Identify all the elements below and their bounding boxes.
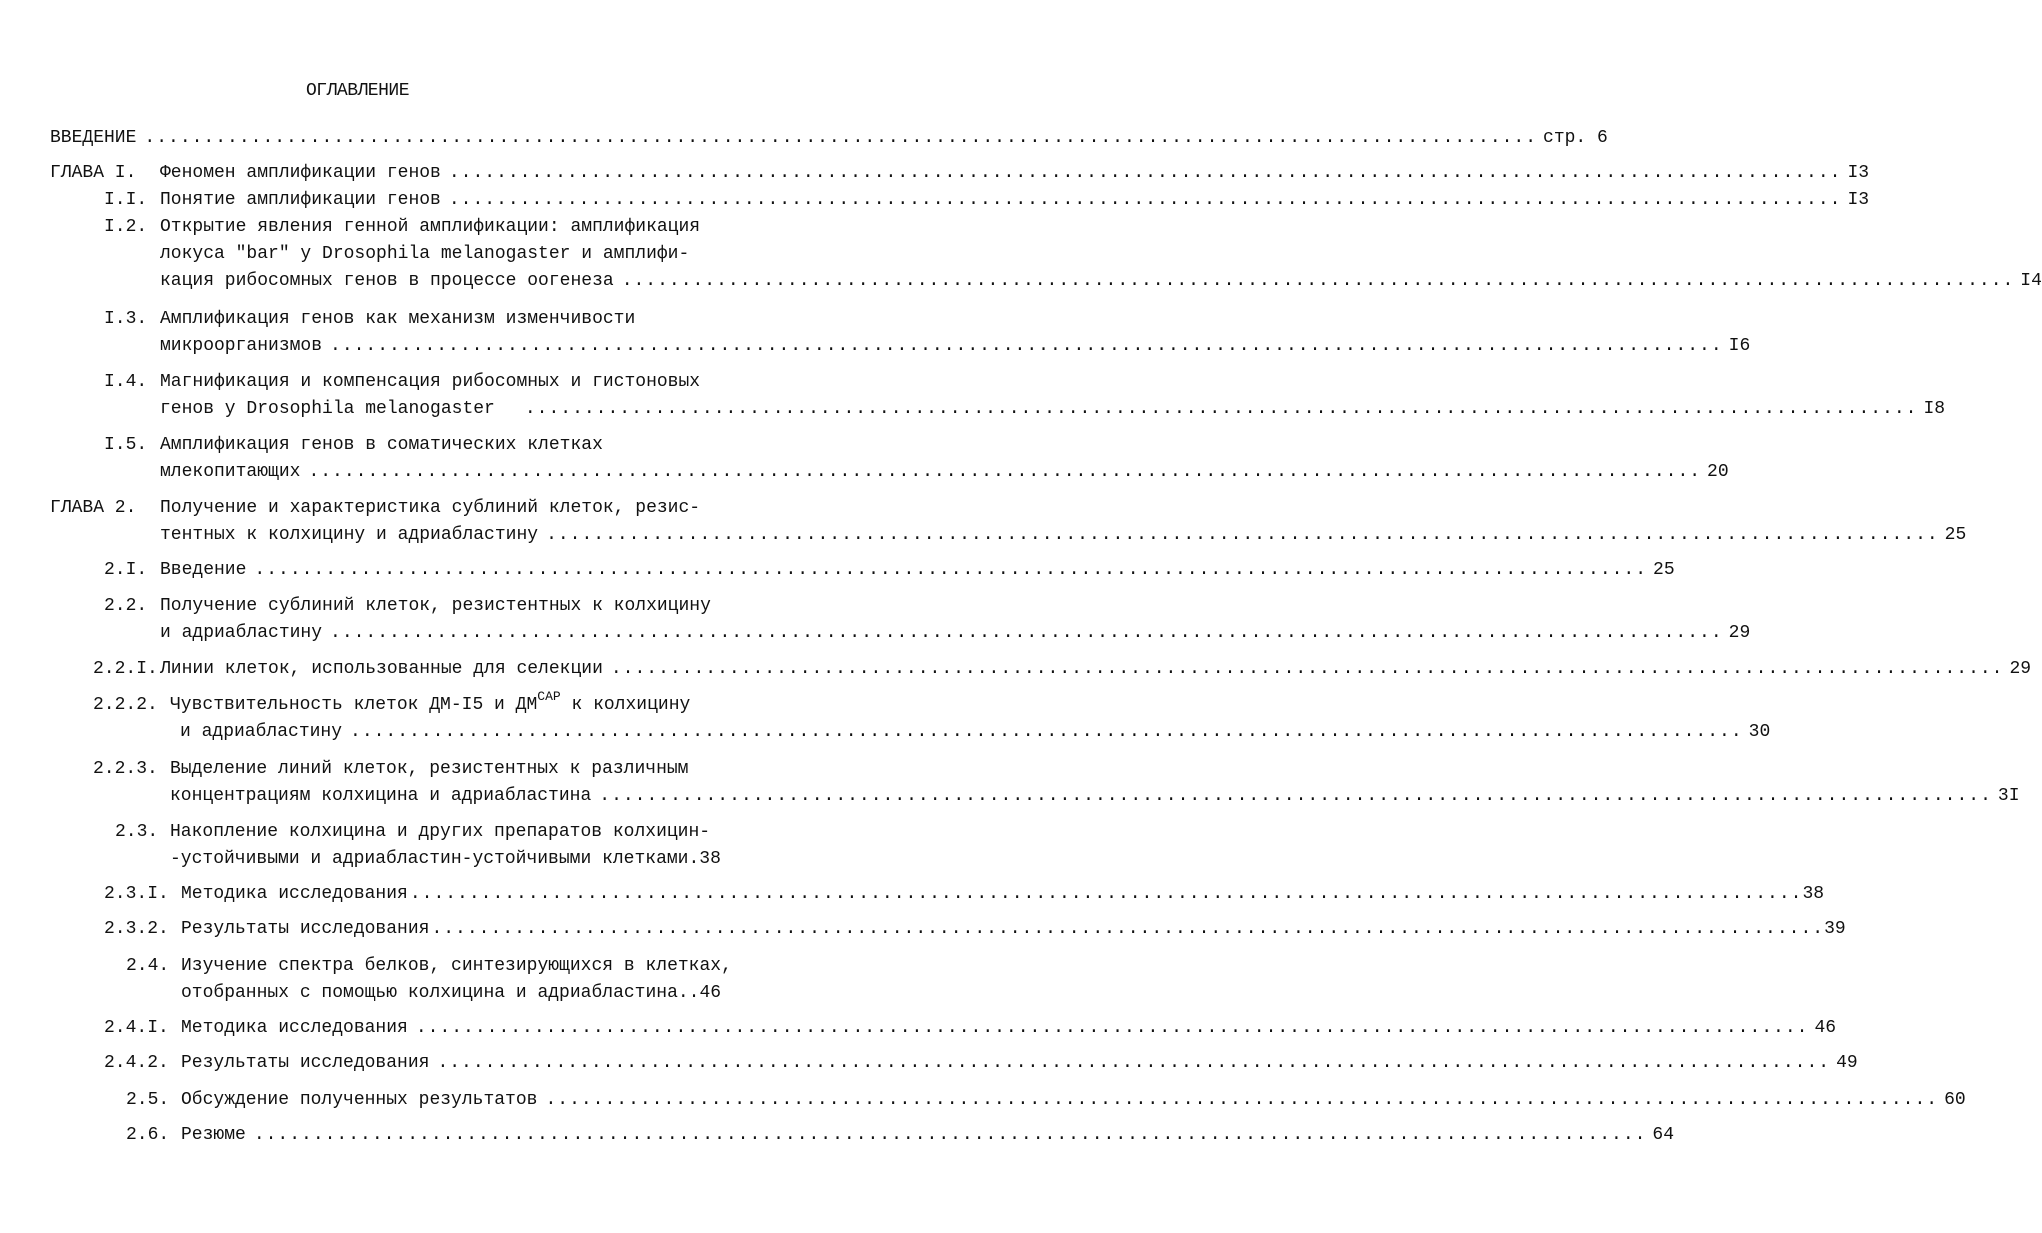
section-number: 2.5. xyxy=(126,1090,170,1110)
page-number: 25 xyxy=(1653,560,1675,580)
entry-line: Выделение линий клеток, резистентных к различным xyxy=(170,759,689,779)
toc-entry-1-5 xyxy=(160,432,1729,486)
section-number: 2.I. xyxy=(104,560,148,580)
toc-entry-1-1 xyxy=(160,187,1870,214)
entry-text: Результаты исследования xyxy=(181,1053,430,1073)
entry-text: Линии клеток, использованные для селекции xyxy=(160,659,603,679)
page-number: 38 xyxy=(1802,884,1825,904)
section-number: 2.3.2. xyxy=(104,919,169,939)
page-number: 20 xyxy=(1707,462,1729,482)
entry-line: концентрациям колхицина и адриабластина xyxy=(170,786,592,806)
dot-leader: ...................................................................................................................... xyxy=(253,1125,1647,1145)
entry-text: Введение xyxy=(160,560,247,580)
chapter-number: ГЛАВА 2. xyxy=(50,498,137,518)
toc-entry-2-5 xyxy=(181,1087,1966,1114)
section-number: 2.2.I. xyxy=(93,659,158,679)
entry-line: и адриабластину xyxy=(180,722,343,742)
dot-leader: ...................................................................................................................... xyxy=(330,623,1723,643)
entry-text: Феномен амплификации генов xyxy=(160,163,441,183)
page-number: 29 xyxy=(1728,623,1751,643)
dot-leader: ...................................................................................................................... xyxy=(415,1018,1809,1038)
page-number: 30 xyxy=(1748,722,1771,742)
toc-entry-2-6 xyxy=(181,1122,1675,1149)
entry-line: локуса "bar" у Drosophila melanogaster и амплифи- xyxy=(160,244,690,264)
section-number: 2.2.2. xyxy=(93,695,158,715)
page-number: стр. 6 xyxy=(1543,128,1608,148)
section-number: 2.2. xyxy=(104,596,148,616)
entry-line: Магнификация и компенсация рибосомных и гистоновых xyxy=(160,372,701,392)
entry-line: млекопитающих xyxy=(160,462,301,482)
section-number: 2.4.2. xyxy=(104,1053,169,1073)
section-number: I.I. xyxy=(104,190,148,210)
page-number: 60 xyxy=(1944,1090,1966,1110)
section-number: 2.4. xyxy=(126,956,170,976)
page-title: ОГЛАВЛЕНИЕ xyxy=(305,81,410,101)
toc-entry-2-4 xyxy=(181,953,745,1007)
toc-entry-2-3-1 xyxy=(181,881,1825,908)
dot-leader: ...................................................................................................................... xyxy=(254,560,1648,580)
dot-leader: ...................................................................................................................... xyxy=(599,786,1992,806)
toc-entry-2-2-1 xyxy=(160,656,2032,683)
page-number: 3I xyxy=(1997,786,2020,806)
entry-line: и адриабластину xyxy=(160,623,323,643)
dot-leader: ...................................................................................................................... xyxy=(524,399,1918,419)
entry-line: Получение и характеристика сублиний клеток, резис- xyxy=(160,498,701,518)
entry-line: Амплификация генов в соматических клетках xyxy=(160,435,603,455)
entry-line: Изучение спектра белков, синтезирующихся в клетках, xyxy=(181,956,732,976)
toc-entry-chapter-2 xyxy=(160,495,1967,549)
section-number: 2.3.I. xyxy=(104,884,169,904)
dot-leader: ...................................................................................................................... xyxy=(409,884,1803,904)
page-number: I4 xyxy=(2020,271,2042,291)
entry-line-part: к колхицину xyxy=(560,695,691,715)
dot-leader: ...................................................................................................................... xyxy=(350,722,1743,742)
dot-leader: ...................................................................................................................... xyxy=(545,1090,1939,1110)
page-number: I8 xyxy=(1923,399,1946,419)
section-number: 2.3. xyxy=(115,822,159,842)
toc-entry-2-4-2 xyxy=(181,1050,1858,1077)
entry-line: тентных к колхицину и адриабластину xyxy=(160,525,539,545)
toc-entry-2-1 xyxy=(160,557,1675,584)
page-number: I6 xyxy=(1728,336,1751,356)
entry-line: Накопление колхицина и других препаратов колхицин- xyxy=(170,822,711,842)
section-number: I.5. xyxy=(104,435,148,455)
page-number: 64 xyxy=(1652,1125,1675,1145)
superscript: CAP xyxy=(537,689,561,704)
toc-entry-2-2-2 xyxy=(170,689,1771,746)
dot-leader: ...................................................................................................................... xyxy=(308,462,1702,482)
page-number: 39 xyxy=(1824,919,1846,939)
dot-leader: ...................................................................................................................... xyxy=(610,659,2004,679)
entry-line: отобранных с помощью колхицина и адриабластина..46 xyxy=(181,983,722,1003)
dot-leader: ...................................................................................................................... xyxy=(546,525,1939,545)
toc-entry-2-3 xyxy=(170,819,732,873)
toc-entry-2-2 xyxy=(160,593,1751,647)
dot-leader: ...................................................................................................................... xyxy=(144,128,1538,148)
dot-leader: ...................................................................................................................... xyxy=(621,271,2015,291)
entry-line: Получение сублиний клеток, резистентных к колхицину xyxy=(160,596,711,616)
toc-entry-2-2-3 xyxy=(170,756,2020,810)
dot-leader: ...................................................................................................................... xyxy=(437,1053,1831,1073)
entry-line: генов у Drosophila melanogaster xyxy=(160,399,495,419)
page-number: 49 xyxy=(1836,1053,1858,1073)
toc-entry-1-2 xyxy=(160,214,2042,295)
page-number: 46 xyxy=(1814,1018,1837,1038)
entry-line xyxy=(170,689,732,719)
page-number: 25 xyxy=(1944,525,1967,545)
section-number: I.3. xyxy=(104,309,148,329)
dot-leader: ...................................................................................................................... xyxy=(431,919,1825,939)
toc-entry-intro xyxy=(50,125,1608,152)
entry-text: Резюме xyxy=(181,1125,246,1145)
toc-entry-2-3-2 xyxy=(181,916,1846,943)
entry-line-part: Чувствительность клеток ДМ-I5 и ДМ xyxy=(170,695,538,715)
entry-text: Методика исследования xyxy=(181,1018,408,1038)
chapter-number: ГЛАВА I. xyxy=(50,163,137,183)
dot-leader: ...................................................................................................................... xyxy=(448,190,1842,210)
entry-line: Амплификация генов как механизм изменчивости xyxy=(160,309,636,329)
section-number: 2.2.3. xyxy=(93,759,158,779)
page-number: 29 xyxy=(2009,659,2032,679)
dot-leader: ...................................................................................................................... xyxy=(448,163,1842,183)
entry-line: -устойчивыми и адриабластин-устойчивыми клетками.38 xyxy=(170,849,721,869)
toc-entry-1-4 xyxy=(160,369,1946,423)
entry-line: микроорганизмов xyxy=(160,336,323,356)
entry-text: Понятие амплификации генов xyxy=(160,190,441,210)
toc-entry-chapter-1 xyxy=(160,160,1870,187)
toc-entry-1-3 xyxy=(160,306,1751,360)
entry-text: ВВЕДЕНИЕ xyxy=(50,128,137,148)
section-number: 2.6. xyxy=(126,1125,170,1145)
entry-text: Результаты исследования xyxy=(181,919,430,939)
page-number: I3 xyxy=(1847,190,1870,210)
page-number: I3 xyxy=(1847,163,1870,183)
section-number: I.4. xyxy=(104,372,148,392)
dot-leader: ...................................................................................................................... xyxy=(330,336,1723,356)
entry-text: Методика исследования xyxy=(181,884,408,904)
entry-text: Обсуждение полученных результатов xyxy=(181,1090,538,1110)
section-number: I.2. xyxy=(104,217,148,237)
toc-entry-2-4-1 xyxy=(181,1015,1837,1042)
entry-line: кация рибосомных генов в процессе оогенеза xyxy=(160,271,614,291)
entry-line: Открытие явления генной амплификации: амплификация xyxy=(160,217,701,237)
section-number: 2.4.I. xyxy=(104,1018,169,1038)
